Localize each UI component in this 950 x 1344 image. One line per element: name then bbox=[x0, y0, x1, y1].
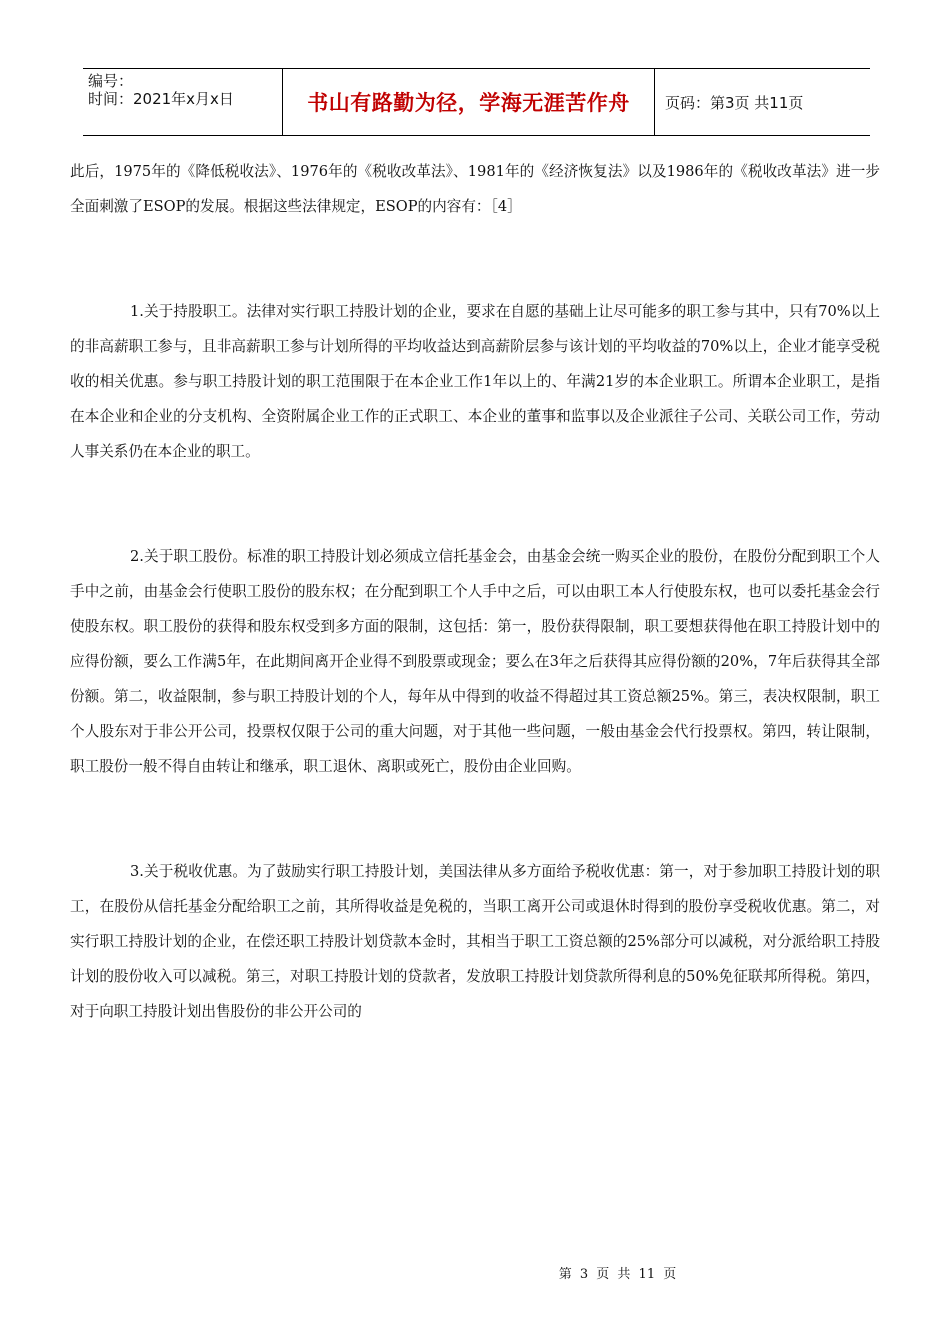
header-meta bbox=[83, 69, 282, 135]
paragraph-tax-incentives: 3.关于税收优惠。为了鼓励实行职工持股计划，美国法律从多方面给予税收优惠：第一，对于参加职工持股计划的职工，在股份从信托基金分配给职工之前，其所得收益是免税的，当职工离开公司或退休时得到的股份享受税收优惠。第二，对实行职工持股计划的企业，在偿还职工持股计划贷款本金时，其相当于职工工资总额的25%部分可以减税，对分派给职工持股计划的股份收入可以减税。第三，对职工持股计划的贷款者，发放职工持股计划贷款所得利息的50%免征联邦所得税。第四，对于向职工持股计划出售股份的非公开公司的 bbox=[70, 863, 880, 1020]
document-body bbox=[70, 154, 880, 1029]
paragraph-employee-shares: 2.关于职工股份。标准的职工持股计划必须成立信托基金会，由基金会统一购买企业的股份，在股份分配到职工个人手中之前，由基金会行使职工股份的股东权；在分配到职工个人手中之后，可以由职工本人行使股东权，也可以委托基金会行使股东权。职工股份的获得和股东权受到多方面的限制，这包括：第一，股份获得限制，职工要想获得他在职工持股计划中的应得份额，要么工作满5年，在此期间离开企业得不到股票或现金；要么在3年之后获得其应得份额的20%，7年后获得其全部份额。第二，收益限制，参与职工持股计划的个人，每年从中得到的收益不得超过其工资总额25%。第三，表决权限制，职工个人股东对于非公开公司，投票权仅限于公司的重大问题，对于其他一些问题，一般由基金会代行投票权。第四，转让限制，职工股份一般不得自由转让和继承，职工退休、离职或死亡，股份由企业回购。 bbox=[70, 548, 880, 775]
header-page-cell bbox=[655, 69, 870, 135]
header-motto: 书山有路勤为径，学海无涯苦作舟 bbox=[307, 91, 630, 115]
header-motto-cell bbox=[282, 69, 655, 135]
paragraph-holding-employees: 1.关于持股职工。法律对实行职工持股计划的企业，要求在自愿的基础上让尽可能多的职工参与其中，只有70%以上的非高薪职工参与，且非高薪职工参与计划所得的平均收益达到高薪阶层参与该计划的平均收益的70%以上，企业才能享受税收的相关优惠。参与职工持股计划的职工范围限于在本企业工作1年以上的、年满21岁的本企业职工。所谓本企业职工，是指在本企业和企业的分支机构、全资附属企业工作的正式职工、本企业的董事和监事以及企业派往子公司、关联公司工作，劳动人事关系仍在本企业的职工。 bbox=[70, 303, 880, 460]
paragraph-intro: 此后，1975年的《降低税收法》、1976年的《税收改革法》、1981年的《经济恢复法》以及1986年的《税收改革法》进一步全面刺激了ESOP的发展。根据这些法律规定，ESOP的内容有：［4］ bbox=[70, 163, 880, 215]
header-page-number: 页码：第3页 共11页 bbox=[665, 93, 804, 112]
footer-page-number: 第 3 页 共 11 页 bbox=[558, 1267, 677, 1282]
document-number-label: 编号： bbox=[88, 72, 134, 90]
page-footer bbox=[0, 1263, 950, 1282]
page-header bbox=[83, 68, 870, 136]
document-date-label: 时间：2021年x月x日 bbox=[88, 90, 234, 108]
